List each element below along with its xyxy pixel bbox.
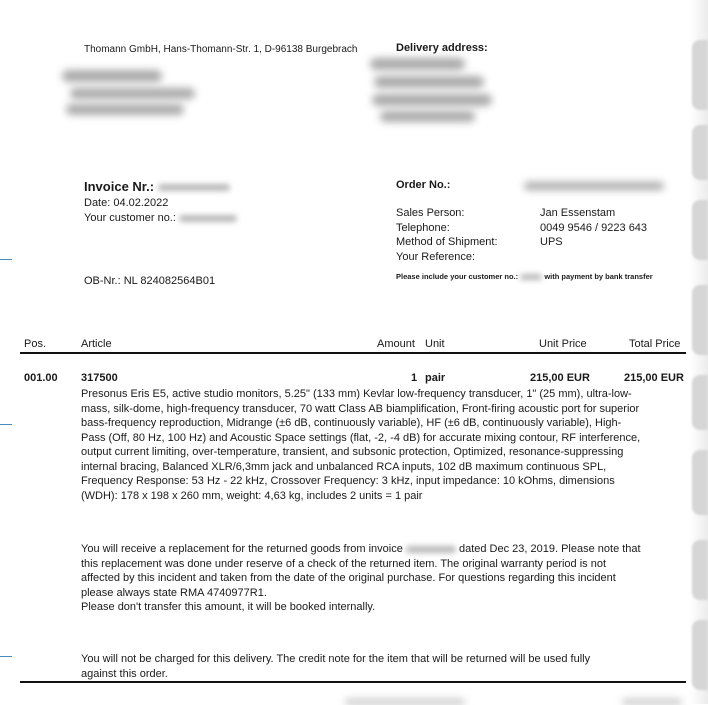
redacted-order-number bbox=[524, 182, 664, 190]
col-amount-header: Amount bbox=[377, 338, 415, 350]
col-pos-header: Pos. bbox=[24, 338, 47, 350]
redacted-address bbox=[66, 104, 184, 115]
margin-tick bbox=[0, 656, 12, 657]
order-field-value: Jan Essenstam bbox=[540, 207, 616, 219]
redacted-address bbox=[70, 88, 195, 99]
replacement-note-line2: Please don't transfer this amount, it will be booked internally. bbox=[81, 601, 376, 613]
col-total-header: Total Price bbox=[629, 338, 681, 350]
margin-tick bbox=[0, 424, 12, 425]
invoice-date: Date: 04.02.2022 bbox=[84, 197, 169, 209]
customer-number-label: Your customer no.: bbox=[84, 212, 176, 224]
replacement-note-body: dated Dec 23, 2019. Please note that this replacement was done under reserve of a check of the returned item. The original warranty period is not affected by this incident and taken from the date of the original purchase. For questions regarding this incident please always state RMA 4740977R1. bbox=[81, 543, 641, 599]
delivery-address-label: Delivery address: bbox=[396, 42, 488, 54]
redacted-delivery bbox=[370, 58, 465, 70]
order-field-value: UPS bbox=[540, 236, 563, 248]
row-unit: pair bbox=[425, 372, 446, 384]
redacted-delivery bbox=[374, 76, 484, 88]
order-field-label: Sales Person: bbox=[396, 207, 465, 219]
redacted-delivery bbox=[372, 94, 492, 106]
redacted-delivery bbox=[380, 111, 475, 122]
payment-note bbox=[396, 272, 653, 281]
redacted-invoice-number bbox=[158, 184, 230, 191]
order-field-label: Telephone: bbox=[396, 222, 450, 234]
payment-note-prefix: Please include your customer no.: bbox=[396, 272, 519, 281]
margin-tick bbox=[0, 259, 12, 260]
cutoff-text bbox=[345, 699, 465, 705]
col-unit-header: Unit bbox=[425, 338, 445, 350]
payment-note-suffix: with payment by bank transfer bbox=[544, 272, 653, 281]
invoice-title bbox=[84, 179, 230, 194]
row-unit-price: 215,00 EUR bbox=[530, 372, 590, 384]
order-field-label: Method of Shipment: bbox=[396, 236, 498, 248]
replacement-note-prefix: You will receive a replacement for the returned goods from invoice bbox=[81, 543, 403, 555]
row-article: 317500 bbox=[81, 372, 118, 384]
header-rule bbox=[20, 352, 686, 354]
article-description: Presonus Eris E5, active studio monitors, 5.25" (133 mm) Kevlar low-frequency transducer, 1" (25 mm), ultra-low-mass, silk-dome, high-frequency transducer, 70 watt Class AB biamplification, Front-firing acoustic port for superior bass-frequency reproduction, Midrange (±6 dB, continuously variable), HF (±6 dB, continuously variable), High-Pass (Off, 80 Hz, 100 Hz) and Acoustic Space settings (flat, -2, -4 dB) for accurate mixing contour, RF interference, output current limiting, over-temperature, transient, and subsonic protection, Optimized, resonance-suppressing internal bracing, Balanced XLR/6,3mm jack and unbalanced RCA inputs, 102 dB maximum continuous SPL, Frequency Response: 53 Hz - 22 kHz, Crossover Frequency: 3 kHz, input impedance: 10 kOhms, dimensions (WDH): 178 x 198 x 260 mm, weight: 4,63 kg, includes 2 units = 1 pair bbox=[81, 388, 641, 502]
sender-address: Thomann GmbH, Hans-Thomann-Str. 1, D-96138 Burgebrach bbox=[84, 44, 358, 55]
redacted-address bbox=[62, 70, 162, 82]
order-title: Order No.: bbox=[396, 179, 451, 191]
row-total: 215,00 EUR bbox=[624, 372, 684, 384]
row-pos: 001.00 bbox=[24, 372, 58, 384]
col-unit-price-header: Unit Price bbox=[539, 338, 587, 350]
invoice-title-text: Invoice Nr.: bbox=[84, 179, 155, 194]
order-field-label: Your Reference: bbox=[396, 251, 476, 263]
replacement-note bbox=[81, 542, 641, 615]
watermark-strip bbox=[690, 0, 708, 704]
redacted-customer-number bbox=[520, 274, 542, 280]
ob-number: OB-Nr.: NL 824082564B01 bbox=[84, 275, 216, 287]
col-article-header: Article bbox=[81, 338, 112, 350]
redacted-invoice-ref bbox=[406, 546, 456, 553]
row-amount: 1 bbox=[411, 372, 418, 384]
order-field-value: 0049 9546 / 9223 643 bbox=[540, 222, 648, 234]
cutoff-text bbox=[622, 699, 682, 705]
charge-note: You will not be charged for this delivery. The credit note for the item that will be returned will be used fully against this order. bbox=[81, 653, 591, 680]
footer-rule bbox=[20, 681, 686, 683]
redacted-customer-number bbox=[179, 215, 237, 222]
customer-number bbox=[84, 211, 237, 226]
